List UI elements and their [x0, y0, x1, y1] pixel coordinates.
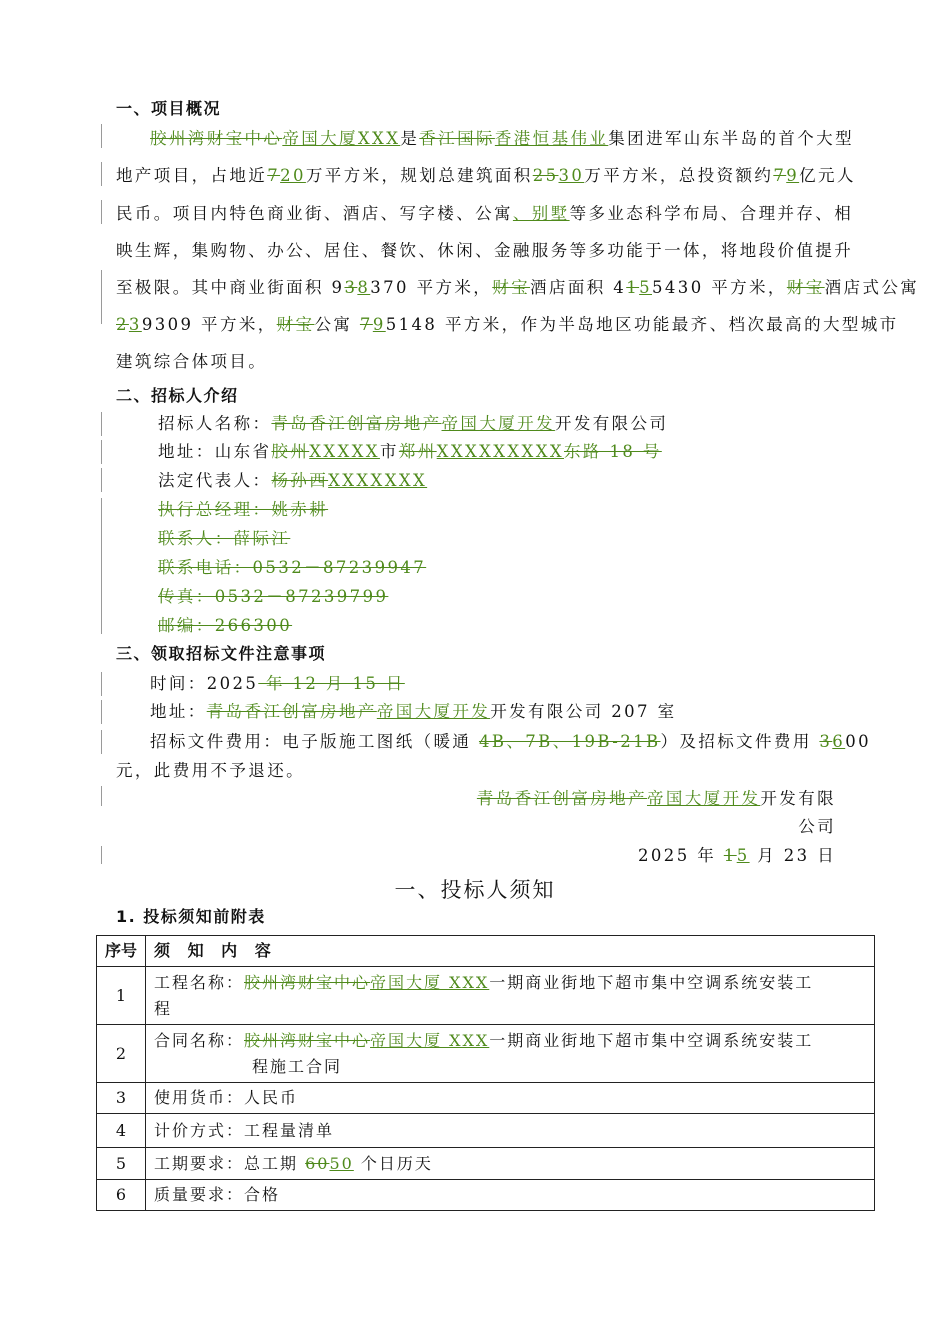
inserted-text: 9: [372, 315, 386, 334]
change-bar: [101, 846, 102, 864]
table-caption: 1. 投标须知前附表: [116, 907, 266, 926]
body-text: 一期商业街地下超市集中空调系统安装工: [489, 972, 814, 992]
contact-phone: 联系电话：0532－87239947: [158, 558, 427, 577]
signature-date: [638, 845, 836, 867]
change-bar: [101, 498, 102, 634]
inserted-text: 6: [832, 732, 846, 751]
row-content: 计价方式：工程量清单: [146, 1114, 875, 1148]
inserted-text: 帝国大厦开发: [646, 789, 761, 808]
postal-code: 邮编：266300: [158, 616, 293, 635]
section-heading: 一、项目概况: [116, 99, 222, 118]
table-row: [97, 967, 875, 1025]
body-text: 酒店面积 4: [530, 278, 627, 297]
row-content: [146, 1025, 875, 1083]
body-text: 5430 平方米，: [652, 278, 787, 297]
overview-line-6: [116, 314, 899, 336]
row-number: 3: [97, 1083, 146, 1114]
row-number: 6: [97, 1180, 146, 1211]
change-bar: [101, 270, 102, 324]
body-text: 程施工合同: [252, 1056, 343, 1076]
label-text: 工期要求：总工期: [154, 1153, 306, 1173]
body-text: 民币。项目内特色商业街、酒店、写字楼、公寓: [116, 204, 513, 223]
signature-company: [477, 788, 836, 810]
fax-number: 传真：0532－87239799: [158, 587, 389, 606]
section-heading: 三、领取招标文件注意事项: [116, 644, 327, 663]
inserted-text: XXXXXXXXX: [436, 442, 564, 461]
label-text: 招标人名称：: [158, 414, 272, 433]
deleted-text: 胶州: [271, 442, 310, 461]
label-text: 合同名称：: [154, 1030, 245, 1050]
deleted-text: 25: [532, 166, 559, 185]
chapter-title: 一、投标人须知: [394, 878, 556, 902]
legal-representative: [158, 470, 427, 492]
label-text: 工程名称：: [154, 972, 245, 992]
deleted-text: 胶州湾财宝中心: [244, 1030, 371, 1050]
overview-line-3: [116, 203, 853, 225]
document-fee-note: 元，此费用不予退还。: [116, 761, 305, 780]
inserted-text: 3: [128, 315, 142, 334]
deleted-text: 7: [359, 315, 373, 334]
overview-line-5: [116, 277, 919, 299]
change-bar: [101, 700, 102, 724]
body-text: 9309 平方米，: [141, 315, 277, 334]
change-bar: [101, 162, 102, 186]
deleted-text: 青岛香江创富房地产: [271, 414, 442, 433]
body-text: 2025 年: [638, 846, 724, 865]
tenderer-address: [158, 441, 662, 463]
deleted-text: 胶州湾财宝中心: [244, 972, 371, 992]
body-text: 亿元人: [799, 166, 856, 185]
inserted-text: 、别墅: [512, 204, 570, 223]
inserted-text: XXXXX: [309, 442, 380, 461]
inserted-text: 帝国大厦开发: [441, 414, 555, 433]
row-content: 质量要求：合格: [146, 1180, 875, 1211]
deleted-text: 郑州: [398, 442, 437, 461]
deleted-text: 7: [267, 166, 281, 185]
inserted-text: 香港恒基伟业: [494, 129, 609, 148]
deleted-text: 胶州湾财宝中心: [150, 129, 283, 148]
deleted-text: 青岛香江创富房地产: [206, 702, 377, 721]
deleted-text: 青岛香江创富房地产: [476, 789, 647, 808]
body-text: 万平方米，规划总建筑面积: [305, 166, 533, 185]
deleted-text: 3: [819, 732, 833, 751]
deleted-text: 年 12 月 15 日: [258, 674, 405, 693]
inserted-text: 30: [558, 166, 585, 185]
table-row: [97, 1083, 875, 1114]
label-text: 地址：: [150, 702, 207, 721]
pickup-time: [150, 673, 405, 695]
overview-line-4: 映生辉，集购物、办公、居住、餐饮、休闲、金融服务等多功能于一体，将地段价值提升: [116, 241, 854, 260]
change-bar: [101, 730, 102, 754]
deleted-text: 2: [116, 315, 129, 334]
deleted-text: 1: [723, 846, 737, 865]
inserted-text: 帝国大厦 XXX: [370, 1030, 490, 1050]
table-row: [97, 1025, 875, 1083]
inserted-text: 9: [786, 166, 800, 185]
label-text: 地址：山东省: [158, 442, 272, 461]
body-text: 程: [154, 998, 173, 1018]
inserted-text: 50: [329, 1153, 354, 1173]
body-text: ）及招标文件费用: [660, 732, 820, 751]
body-text: 月 23 日: [749, 846, 837, 865]
body-text: 地产项目，占地近: [116, 166, 268, 185]
body-text: 开发有限: [760, 789, 836, 808]
body-text: 公寓: [314, 315, 360, 334]
bidder-notice-table: [96, 935, 875, 1211]
body-text: 是: [400, 129, 420, 148]
pickup-address: [150, 701, 677, 723]
change-bar: [101, 124, 102, 148]
deleted-text: 财宝: [492, 278, 531, 297]
overview-line-1: [150, 128, 854, 150]
body-text: 至极限。其中商业街面积 9: [116, 278, 345, 297]
inserted-text: 帝国大厦开发: [376, 702, 491, 721]
signature-company-cont: 公司: [798, 817, 836, 836]
body-text: 等多业态科学布局、合理并存、相: [569, 204, 854, 223]
body-text: 一期商业街地下超市集中空调系统安装工: [489, 1030, 814, 1050]
body-text: 370 平方米，: [370, 278, 493, 297]
inserted-text: 5: [639, 278, 652, 297]
change-bar: [101, 412, 102, 436]
body-text: 00: [845, 732, 871, 751]
change-bar: [101, 200, 102, 224]
body-text: 酒店式公寓: [824, 278, 920, 297]
table-row: [97, 1114, 875, 1148]
label-text: 招标文件费用：电子版施工图纸（暖通: [150, 732, 479, 751]
col-header-number: 序号: [97, 936, 146, 967]
body-text: 开发有限公司: [554, 414, 669, 433]
deleted-text: 财宝: [786, 278, 825, 297]
section-heading: 二、招标人介绍: [116, 386, 239, 405]
inserted-text: 帝国大厦XXX: [282, 129, 401, 148]
deleted-text: 财宝: [276, 315, 315, 334]
deleted-text: 东路 18 号: [564, 442, 662, 461]
deleted-text: 杨孙西: [271, 471, 329, 490]
body-text: 个日历天: [353, 1153, 433, 1173]
body-text: 集团进军山东半岛的首个大型: [608, 129, 854, 148]
change-bar: [101, 440, 102, 464]
body-text: 5148 平方米，作为半岛地区功能最齐、档次最高的大型城市: [385, 315, 899, 334]
col-header-content: 须 知 内 容: [146, 936, 875, 967]
row-content: [146, 967, 875, 1025]
row-content: [146, 1148, 875, 1180]
body-text: 万平方米，总投资额约: [584, 166, 774, 185]
overview-line-2: [116, 165, 856, 187]
row-number: 5: [97, 1148, 146, 1180]
contact-person: 联系人：薛际江: [158, 529, 291, 548]
document-fee: [150, 731, 871, 753]
inserted-text: XXXXXXX: [328, 471, 428, 490]
deleted-text: 香江国际: [419, 129, 495, 148]
deleted-text: 60: [305, 1153, 330, 1173]
row-content: 使用货币：人民币: [146, 1083, 875, 1114]
row-number: 2: [97, 1025, 146, 1083]
inserted-text: 20: [280, 166, 306, 185]
deleted-text: 4B、7B、19B-21B: [478, 732, 661, 751]
overview-line-7: 建筑综合体项目。: [116, 352, 268, 371]
label-text: 时间：2025: [150, 674, 259, 693]
body-text: 开发有限公司 207 室: [490, 702, 677, 721]
table-row: [97, 1148, 875, 1180]
inserted-text: 帝国大厦 XXX: [370, 972, 490, 992]
general-manager: 执行总经理：姚赤耕: [158, 500, 329, 519]
inserted-text: 8: [357, 278, 371, 297]
row-number: 1: [97, 967, 146, 1025]
deleted-text: 7: [773, 166, 787, 185]
change-bar: [101, 786, 102, 806]
deleted-text: 3: [344, 278, 358, 297]
body-text: 市: [379, 442, 399, 461]
table-row: [97, 1180, 875, 1211]
row-number: 4: [97, 1114, 146, 1148]
table-header-row: [97, 936, 875, 967]
change-bar: [101, 468, 102, 492]
tenderer-name: [158, 413, 668, 435]
change-bar: [101, 672, 102, 696]
inserted-text: 5: [736, 846, 750, 865]
label-text: 法定代表人：: [158, 471, 272, 490]
deleted-text: 1: [626, 278, 640, 297]
